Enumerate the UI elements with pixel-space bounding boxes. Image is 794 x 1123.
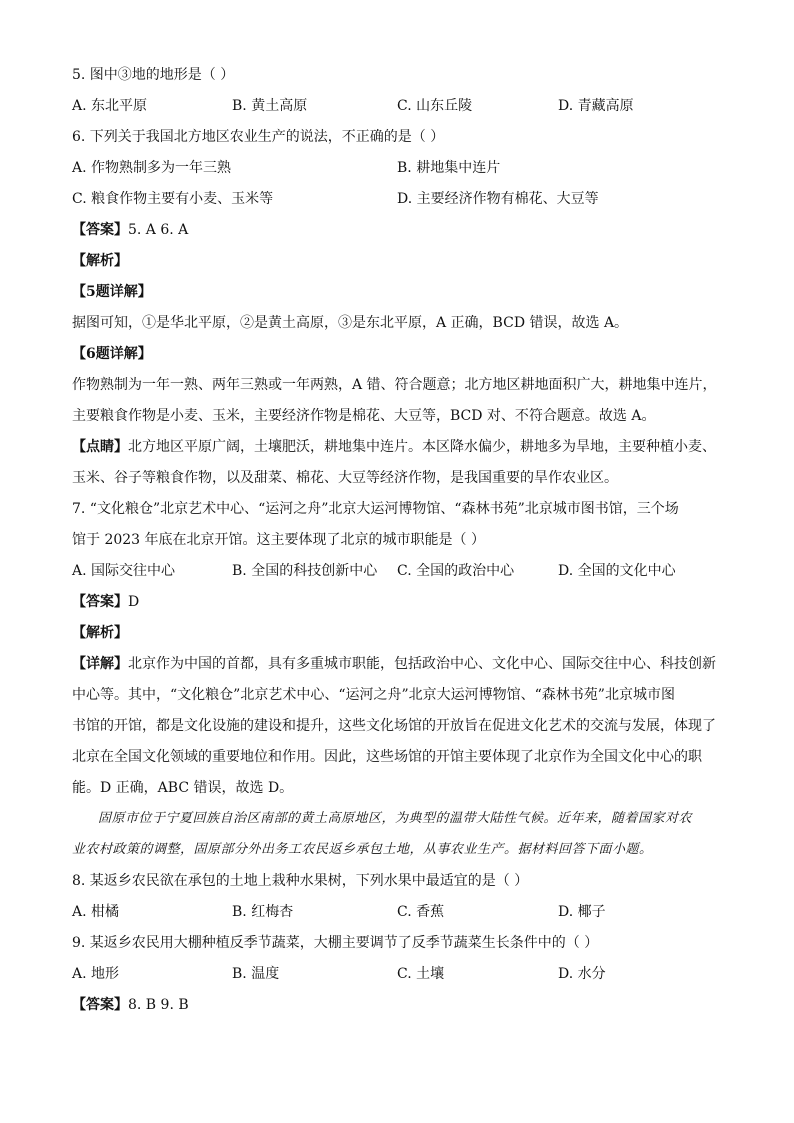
answer-7: 【答案】D bbox=[72, 594, 140, 610]
document-page bbox=[72, 64, 722, 1025]
option-d: D. 椰子 bbox=[558, 904, 606, 920]
option-c: C. 香蕉 bbox=[397, 904, 445, 920]
option-b: B. 温度 bbox=[232, 966, 280, 982]
question-6-options-row1 bbox=[72, 157, 722, 188]
option-b: B. 全国的科技创新中心 bbox=[232, 563, 378, 579]
option-c: C. 土壤 bbox=[397, 966, 445, 982]
option-c: C. 山东丘陵 bbox=[397, 98, 473, 114]
detail-6-heading: 【6题详解】 bbox=[72, 346, 152, 362]
question-5-stem: 5. 图中③地的地形是（ ） bbox=[72, 67, 235, 83]
detail-5-heading: 【5题详解】 bbox=[72, 284, 152, 300]
tip-label: 【点睛】 bbox=[72, 439, 128, 455]
option-c: C. 全国的政治中心 bbox=[397, 563, 515, 579]
detail-7-line: 北京在全国文化领域的重要地位和作用。因此，这些场馆的开馆主要体现了北京作为全国文化中心的职 bbox=[72, 749, 702, 765]
detail-7-line: 能。D 正确，ABC 错误，故选 D。 bbox=[72, 780, 294, 796]
answer-5-6: 【答案】5. A 6. A bbox=[72, 222, 189, 238]
option-d: D. 主要经济作物有棉花、大豆等 bbox=[397, 191, 599, 207]
question-7-stem: 7. “文化粮仓”北京艺术中心、“运河之舟”北京大运河博物馆、“森林书苑”北京城市图书馆，三个场 bbox=[72, 501, 679, 517]
option-a: A. 地形 bbox=[72, 966, 120, 982]
detail-7-line: 【详解】北京作为中国的首都，具有多重城市职能，包括政治中心、文化中心、国际交往中心、科技创新 bbox=[72, 656, 716, 672]
question-9-stem: 9. 某返乡农民用大棚种植反季节蔬菜，大棚主要调节了反季节蔬菜生长条件中的（ ） bbox=[72, 935, 599, 951]
option-b: B. 耕地集中连片 bbox=[397, 160, 501, 176]
answer-8-9: 【答案】8. B 9. B bbox=[72, 997, 189, 1013]
analysis-heading-1: 【解析】 bbox=[72, 253, 128, 269]
option-a: A. 柑橘 bbox=[72, 904, 120, 920]
detail-7-line: 中心等。其中，“文化粮仓”北京艺术中心、“运河之舟”北京大运河博物馆、“森林书苑”北京城市图 bbox=[72, 687, 675, 703]
question-8-stem: 8. 某返乡农民欲在承包的土地上栽种水果树，下列水果中最适宜的是（ ） bbox=[72, 873, 529, 889]
option-c: C. 粮食作物主要有小麦、玉米等 bbox=[72, 191, 274, 207]
option-b: B. 红梅杏 bbox=[232, 904, 294, 920]
detail-5-text: 据图可知，①是华北平原，②是黄土高原，③是东北平原，A 正确，BCD 错误，故选 A。 bbox=[72, 315, 629, 331]
question-6-stem: 6. 下列关于我国北方地区农业生产的说法，不正确的是（ ） bbox=[72, 129, 445, 145]
question-9-options bbox=[72, 963, 722, 994]
question-6-options-row2 bbox=[72, 188, 722, 219]
option-d: D. 水分 bbox=[558, 966, 606, 982]
material-passage: 固原市位于宁夏回族自治区南部的黄土高原地区，为典型的温带大陆性气候。近年来，随着国家对农 bbox=[98, 811, 693, 826]
analysis-heading-2: 【解析】 bbox=[72, 625, 128, 641]
detail-7-line: 书馆的开馆，都是文化设施的建设和提升，这些文化场馆的开放旨在促进文化艺术的交流与发展，体现了 bbox=[72, 718, 716, 734]
material-passage: 业农村政策的调整，固原部分外出务工农民返乡承包土地，从事农业生产。据材料回答下面小题。 bbox=[72, 842, 653, 857]
question-5-options bbox=[72, 95, 722, 126]
option-d: D. 青藏高原 bbox=[558, 98, 634, 114]
option-a: A. 作物熟制多为一年三熟 bbox=[72, 160, 232, 176]
question-8-options bbox=[72, 901, 722, 932]
option-a: A. 东北平原 bbox=[72, 98, 148, 114]
detail-6-line: 作物熟制为一年一熟、两年三熟或一年两熟，A 错、符合题意；北方地区耕地面积广大，耕地集中连片， bbox=[72, 377, 717, 393]
option-d: D. 全国的文化中心 bbox=[558, 563, 676, 579]
option-b: B. 黄土高原 bbox=[232, 98, 308, 114]
detail-7-label: 【详解】 bbox=[72, 656, 128, 672]
question-7-options bbox=[72, 560, 722, 591]
option-a: A. 国际交往中心 bbox=[72, 563, 176, 579]
tip-line: 玉米、谷子等粮食作物，以及甜菜、棉花、大豆等经济作物，是我国重要的旱作农业区。 bbox=[72, 470, 618, 486]
question-7-stem: 馆于 2023 年底在北京开馆。这主要体现了北京的城市职能是（ ） bbox=[72, 532, 485, 548]
tip-line: 【点睛】北方地区平原广阔，土壤肥沃，耕地集中连片。本区降水偏少，耕地多为旱地，主要种植小麦、 bbox=[72, 439, 716, 455]
detail-6-line: 主要粮食作物是小麦、玉米，主要经济作物是棉花、大豆等，BCD 对、不符合题意。故选 A。 bbox=[72, 408, 656, 424]
